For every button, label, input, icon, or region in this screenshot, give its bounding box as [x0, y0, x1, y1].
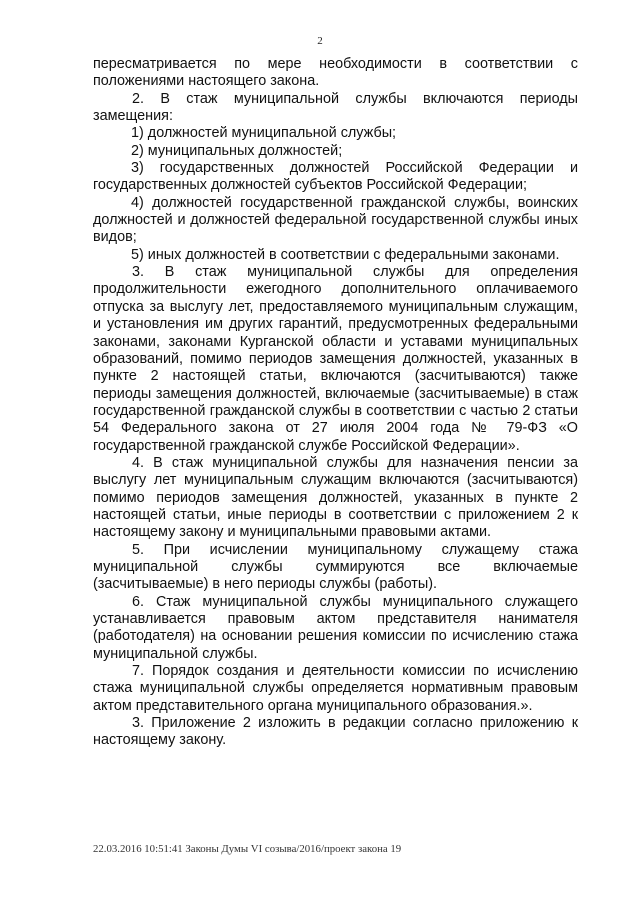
page-number: 2	[317, 35, 323, 47]
paragraph: 5. При исчислении муниципальному служащему стажа муниципальной службы суммируются все включаемые (засчитываемые) в него периоды службы (работы).	[93, 541, 578, 593]
paragraph: 3. Приложение 2 изложить в редакции согласно приложению к настоящему закону.	[93, 715, 578, 749]
list-item: 4) должностей государственной гражданской службы, воинских должностей и должностей федеральной государственной службы иных видов;	[93, 194, 578, 246]
paragraph: 3. В стаж муниципальной службы для определения продолжительности ежегодного дополнительного оплачиваемого отпуска за выслугу лет, предоставляемого муниципальным служащим, и установления им других гарантий, предусмотренных федеральными законами, законами Курганской области и уставами муниципальных образований, помимо периодов замещения должностей, указанных в пункте 2 настоящей статьи, включаются (засчитываются) также периоды замещения должностей, включаемые (засчитываемые) в стаж государственной гражданской службы в соответствии с частью 2 статьи 54 Федерального закона от 27 июля 2004 года № 79-ФЗ «О государственной гражданской службе Российской Федерации».	[93, 264, 578, 454]
list-item: 2) муниципальных должностей;	[131, 142, 343, 159]
document-body	[93, 56, 578, 750]
paragraph: пересматривается по мере необходимости в соответствии с положениями настоящего закона.	[93, 56, 578, 90]
paragraph: 2. В стаж муниципальной службы включаются периоды замещения:	[93, 90, 578, 125]
list-item: 5) иных должностей в соответствии с федеральными законами.	[131, 246, 560, 263]
list-item: 1) должностей муниципальной службы;	[131, 125, 397, 142]
paragraph: 7. Порядок создания и деятельности комиссии по исчислению стажа муниципальной службы определяется нормативным правовым актом представительного органа муниципального образования.».	[93, 663, 578, 714]
paragraph: 6. Стаж муниципальной службы муниципального служащего устанавливается правовым актом представителя нанимателя (работодателя) на основании решения комиссии по исчислению стажа муниципальной службы.	[93, 593, 578, 662]
list-item: 3) государственных должностей Российской Федерации и государственных должностей субъектов Российской Федерации;	[93, 160, 578, 194]
paragraph: 4. В стаж муниципальной службы для назначения пенсии за выслугу лет муниципальным служащим включаются (засчитываются) помимо периодов замещения должностей, указанных в пункте 2 настоящей статьи, иные периоды в соответствии с приложением 2 к настоящему закону и муниципальными правовыми актами.	[93, 454, 578, 541]
document-footer: 22.03.2016 10:51:41 Законы Думы VI созыва/2016/проект закона 19	[93, 843, 402, 855]
